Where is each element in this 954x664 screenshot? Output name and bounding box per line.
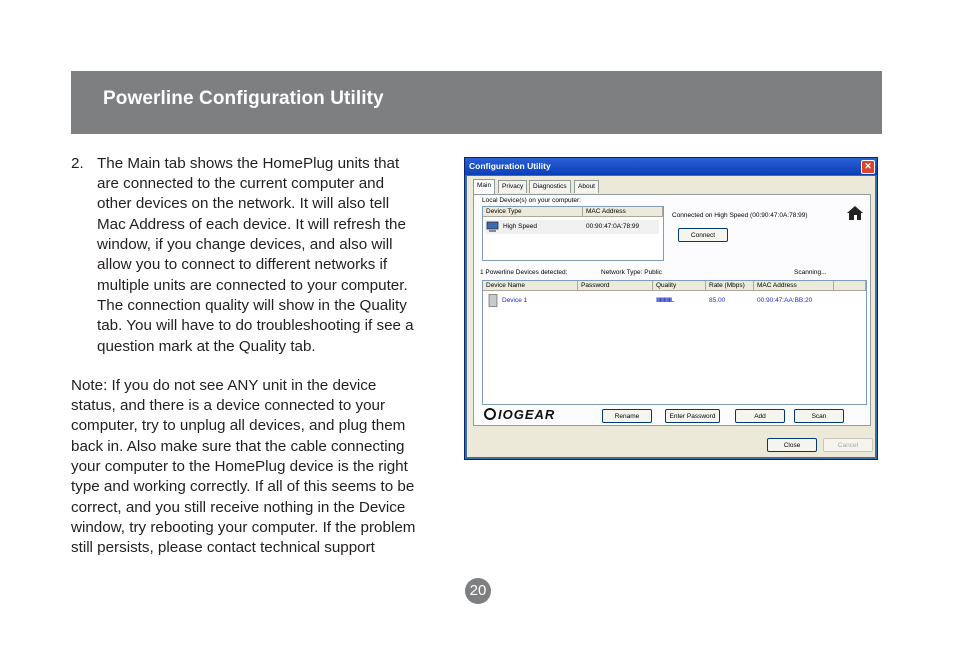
step-line: tab. You will have to do troubleshooting if see a (97, 317, 414, 334)
remote-device-rate: 85.00 (709, 297, 726, 304)
connected-status: Connected on High Speed (00:90:47:0A:78:99) (672, 212, 808, 219)
scan-button[interactable]: Scan (794, 409, 844, 423)
step-line: Mac Address of each device. It will refresh the (97, 216, 406, 233)
local-device-mac: 00:90:47:0A:78:99 (586, 223, 640, 230)
house-icon (845, 205, 865, 221)
cancel-button[interactable]: Cancel (823, 438, 873, 452)
window-title: Configuration Utility (469, 161, 551, 171)
remote-device-mac: 00:90:47:AA:BB:20 (757, 297, 813, 304)
local-devices-list[interactable] (482, 206, 664, 261)
close-icon[interactable]: ✕ (861, 160, 875, 174)
note-line: status, and there is a device connected to your (71, 397, 386, 414)
rename-button[interactable]: Rename (602, 409, 652, 423)
note-line: Note: If you do not see ANY unit in the device (71, 377, 377, 394)
remote-device-name: Device 1 (502, 297, 528, 304)
column-mac-address[interactable]: MAC Address (583, 207, 663, 217)
tab-privacy[interactable]: Privacy (498, 180, 527, 193)
remote-device-quality: IIIIIIIIIIIIIIIIIII... (656, 297, 674, 304)
scanning-status: Scanning... (794, 269, 827, 276)
logo-text: IOGEAR (498, 407, 556, 422)
network-type: Network Type: Public (601, 269, 662, 276)
header-banner (71, 71, 882, 134)
enter-password-button[interactable]: Enter Password (665, 409, 720, 423)
local-device-row[interactable] (485, 220, 659, 234)
column-device-name[interactable]: Device Name (483, 281, 578, 291)
step-line: window, if you change devices, and also will (97, 236, 393, 253)
note-line: still persists, please contact technical support (71, 539, 375, 556)
connect-button[interactable]: Connect (678, 228, 728, 242)
step-line: other devices on the network. It will also tell (97, 195, 390, 212)
page-title: Powerline Configuration Utility (103, 88, 384, 109)
column-rate[interactable]: Rate (Mbps) (706, 281, 754, 291)
powerline-device-icon (488, 294, 498, 307)
column-password[interactable]: Password (578, 281, 653, 291)
detected-count: 1 Powerline Devices detected: (480, 269, 568, 276)
add-button[interactable]: Add (735, 409, 785, 423)
iogear-logo (484, 407, 555, 422)
column-quality[interactable]: Quality (653, 281, 706, 291)
step-line: The connection quality will show in the Quality (97, 297, 407, 314)
column-mac-address[interactable]: MAC Address (754, 281, 834, 291)
tab-diagnostics[interactable]: Diagnostics (529, 180, 571, 193)
column-device-type[interactable]: Device Type (483, 207, 583, 217)
step-line: are connected to the current computer and (97, 175, 385, 192)
tab-about[interactable]: About (574, 180, 599, 193)
note-line: type and working correctly. If all of this seems to be (71, 478, 415, 495)
step-line: The Main tab shows the HomePlug units that (97, 155, 400, 172)
config-utility-window (464, 157, 878, 460)
note-line: correct, and you still receive nothing in the Device (71, 499, 406, 516)
window-client (467, 176, 875, 457)
note-line: window, try rebooting your computer. If the problem (71, 519, 416, 536)
page-number: 20 (465, 578, 491, 604)
computer-icon (486, 221, 500, 233)
powerline-devices-list[interactable] (482, 280, 867, 405)
column-spacer (834, 281, 866, 291)
step-line: question mark at the Quality tab. (97, 338, 316, 355)
close-button[interactable]: Close (767, 438, 817, 452)
note-line: back in. Also make sure that the cable connecting (71, 438, 405, 455)
note-line: computer, try to unplug all devices, and plug them (71, 417, 406, 434)
local-devices-label: Local Device(s) on your computer: (482, 197, 581, 204)
step-line: allow you to connect to different networks if (97, 256, 388, 273)
tab-main[interactable]: Main (473, 179, 495, 194)
window-titlebar (465, 158, 877, 175)
note-line: your computer to the HomePlug device is the right (71, 458, 408, 475)
remote-device-row[interactable] (485, 294, 863, 308)
step-number: 2. (71, 155, 84, 172)
step-line: multiple units are connected to your computer. (97, 277, 408, 294)
main-tab-panel (473, 194, 871, 426)
local-device-type: High Speed (503, 223, 537, 230)
